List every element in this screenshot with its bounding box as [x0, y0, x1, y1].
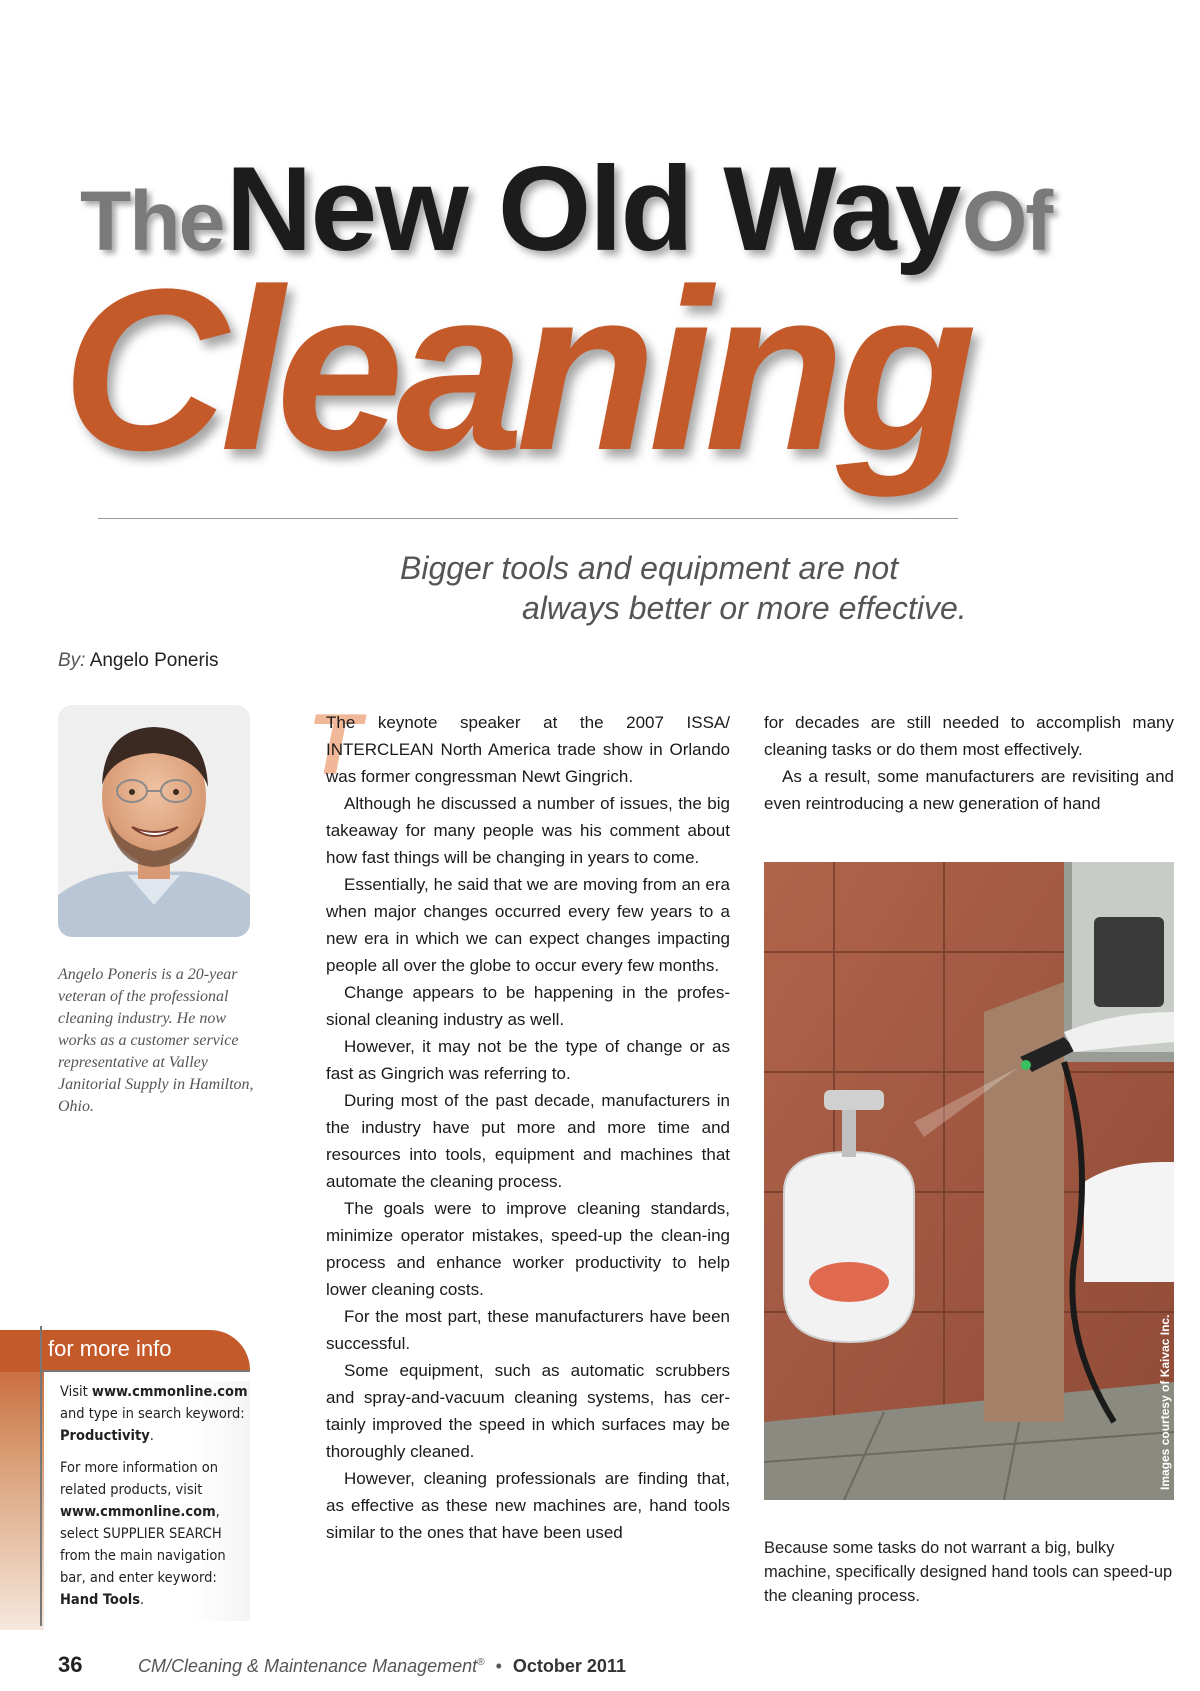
- info-link-cmmonline[interactable]: www.cmmonline.com: [91, 1384, 248, 1400]
- info-keyword-productivity: Productivity: [60, 1428, 150, 1444]
- info-box-horizontal-rule: [40, 1370, 250, 1372]
- info-box-gradient: [0, 1330, 44, 1630]
- info-box-body: [60, 1381, 250, 1621]
- article-column-1: [326, 709, 730, 1546]
- info-link-cmmonline-2[interactable]: www.cmmonline.com: [60, 1504, 216, 1520]
- info-keyword-hand-tools: Hand Tools: [60, 1592, 141, 1608]
- info-text: and type in search keyword:: [60, 1406, 245, 1422]
- paragraph: The keynote speaker at the 2007 ISSA/ INTERCLEAN North America trade show in Orlando was former congressman Newt Gingrich.: [326, 713, 730, 786]
- registered-mark: ®: [477, 1657, 485, 1668]
- paragraph: The goals were to improve cleaning standards, minimize operator mistakes, speed-up the clean-ing process and enhance worker productivity to help lower cleaning costs.: [326, 1199, 730, 1299]
- info-text: For more information on related products, visit: [60, 1460, 219, 1498]
- paragraph: Essentially, he said that we are moving from an era when major changes occurred every few years to a new era in which we can expect changes impacting people all over the globe to occur every few months.: [326, 875, 730, 975]
- info-paragraph-1: [60, 1381, 250, 1447]
- author-photo: [58, 705, 250, 937]
- info-text: Visit: [60, 1384, 92, 1400]
- article-column-2: [764, 709, 1174, 817]
- paragraph: For the most part, these manufacturers have been successful.: [326, 1307, 730, 1353]
- info-paragraph-2: [60, 1457, 250, 1611]
- author-bio: Angelo Poneris is a 20-year veteran of the professional cleaning industry. He now works as a customer service representative at Valley Janitorial Supply in Hamilton, Ohio.: [58, 966, 254, 1115]
- restroom-photo: [764, 862, 1174, 1500]
- byline-prefix: By:: [58, 650, 86, 671]
- footer-publication: [138, 1656, 626, 1677]
- paragraph: However, it may not be the type of change or as fast as Gingrich was referring to.: [326, 1037, 730, 1083]
- headline-word-of: Of: [961, 174, 1052, 268]
- headline-cleaning: Cleaning: [62, 241, 970, 498]
- paragraph: However, cleaning professionals are finding that, as effective as these new machines are, hand tools similar to the ones that have been used: [326, 1469, 730, 1542]
- drop-cap: T: [308, 697, 361, 793]
- subtitle: [360, 548, 980, 628]
- paragraph: As a result, some manufacturers are revisiting and even reintroducing a new generation of hand: [764, 767, 1174, 813]
- byline: [58, 650, 219, 672]
- info-box-heading: for more info: [48, 1336, 172, 1361]
- paragraph: Change appears to be happening in the profes-sional cleaning industry as well.: [326, 983, 730, 1029]
- info-text: , select SUPPLIER SEARCH from the main navigation bar, and enter keyword:: [60, 1504, 226, 1586]
- info-text: .: [140, 1592, 145, 1608]
- byline-author: Angelo Poneris: [89, 650, 219, 671]
- issue-date: October 2011: [512, 1656, 626, 1676]
- info-text: .: [149, 1428, 154, 1444]
- page-number: 36: [58, 1652, 83, 1677]
- paragraph: Some equipment, such as automatic scrubbers and spray-and-vacuum cleaning systems, has cer-tainly improved the speed in which surfaces may be thoroughly cleaned.: [326, 1361, 730, 1461]
- footer-separator: •: [495, 1656, 502, 1676]
- paragraph: During most of the past decade, manufacturers in the industry have put more and more time and resources into tools, equipment and machines that automate the cleaning process.: [326, 1091, 730, 1191]
- title-divider: [98, 518, 958, 519]
- paragraph: for decades are still needed to accomplish many cleaning tasks or do them most effectively.: [764, 713, 1174, 759]
- subtitle-line-1: Bigger tools and equipment are not: [400, 550, 899, 586]
- paragraph: Although he discussed a number of issues, the big takeaway for many people was his comment about how fast things will be changing in years to come.: [326, 794, 730, 867]
- subtitle-line-2: always better or more effective.: [522, 590, 967, 626]
- headline-new-old-way: New Old Way: [225, 142, 960, 276]
- headline-word-the: The: [80, 174, 224, 268]
- photo-credit: Images courtesy of Kaivac Inc.: [1158, 1314, 1172, 1490]
- photo-caption: Because some tasks do not warrant a big, bulky machine, specifically designed hand tools can speed-up the cleaning process.: [764, 1539, 1173, 1605]
- publication-name: CM/Cleaning & Maintenance Management: [138, 1656, 478, 1676]
